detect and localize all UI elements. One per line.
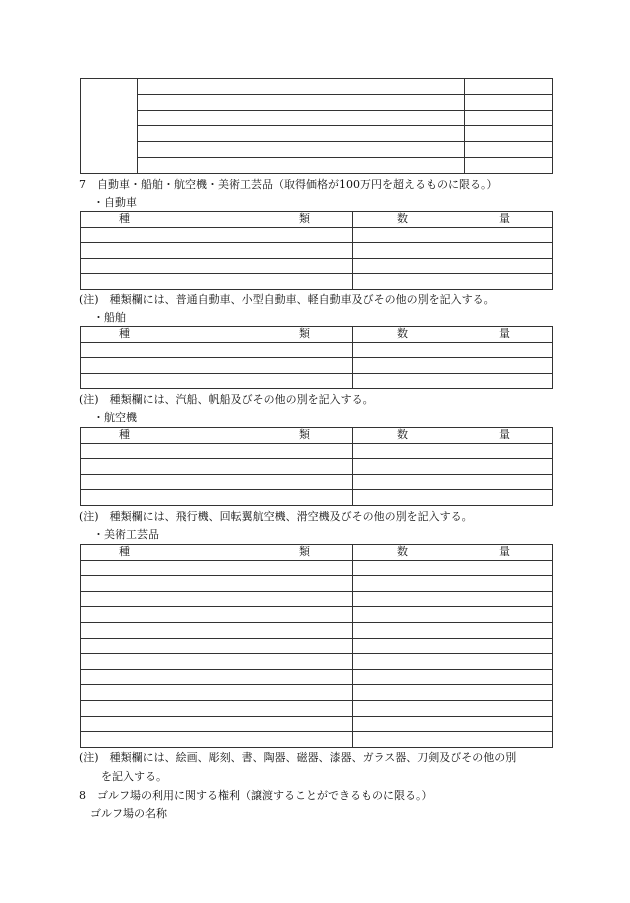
qty-header-left: 数	[397, 545, 408, 559]
table-header-row	[81, 212, 553, 228]
merged-cell	[81, 79, 138, 174]
aircraft-note: (注) 種類欄には、飛行機、回転翼航空機、滑空機及びその他の別を記入する。	[79, 510, 473, 523]
table-row	[81, 591, 553, 607]
section8-heading: 8 ゴルフ場の利用に関する権利（譲渡することができるものに限る。）	[79, 789, 433, 802]
table-row	[81, 459, 553, 475]
continuation-table	[80, 78, 553, 174]
table-row	[81, 358, 553, 374]
cars-table	[80, 211, 553, 290]
table-row	[81, 110, 553, 126]
qty-header-right: 量	[499, 212, 510, 226]
qty-header-left: 数	[397, 428, 408, 442]
table-row	[81, 669, 553, 685]
table-row	[81, 258, 553, 274]
table-row	[81, 443, 553, 459]
ships-table	[80, 326, 553, 389]
table-row	[81, 638, 553, 654]
table-row	[81, 622, 553, 638]
table-row	[81, 685, 553, 701]
ships-note: (注) 種類欄には、汽船、帆船及びその他の別を記入する。	[79, 393, 374, 406]
cars-title: ・自動車	[93, 196, 137, 209]
table-row	[81, 373, 553, 389]
section7-heading: 7 自動車・船舶・航空機・美術工芸品（取得価格が100万円を超えるものに限る。）	[79, 178, 498, 191]
table-row	[81, 607, 553, 623]
table-row	[81, 158, 553, 174]
kind-header-right: 類	[299, 212, 310, 226]
golf-course-name-label: ゴルフ場の名称	[90, 807, 167, 820]
table-row	[81, 227, 553, 243]
table-header-row	[81, 327, 553, 343]
art-note-line2: を記入する。	[101, 770, 167, 783]
aircraft-table	[80, 427, 553, 506]
kind-header-right: 類	[299, 327, 310, 341]
table-header-row	[81, 428, 553, 444]
art-title: ・美術工芸品	[93, 528, 159, 541]
table-row	[81, 274, 553, 290]
table-row	[81, 576, 553, 592]
table-row	[81, 79, 553, 95]
kind-header-right: 類	[299, 545, 310, 559]
qty-header-right: 量	[499, 327, 510, 341]
table-row	[81, 94, 553, 110]
qty-header-left: 数	[397, 327, 408, 341]
qty-header-right: 量	[499, 428, 510, 442]
table-header-row	[81, 545, 553, 561]
table-row	[81, 560, 553, 576]
qty-header-right: 量	[499, 545, 510, 559]
table-row	[81, 700, 553, 716]
ships-title: ・船舶	[93, 311, 126, 324]
table-row	[81, 654, 553, 670]
table-row	[81, 142, 553, 158]
table-row	[81, 342, 553, 358]
table-row	[81, 126, 553, 142]
table-row	[81, 243, 553, 259]
aircraft-title: ・航空機	[93, 411, 137, 424]
table-row	[81, 474, 553, 490]
table-row	[81, 732, 553, 748]
kind-header-left: 種	[119, 212, 130, 226]
qty-header-left: 数	[397, 212, 408, 226]
kind-header-right: 類	[299, 428, 310, 442]
art-note-line1: (注) 種類欄には、絵画、彫刻、書、陶器、磁器、漆器、ガラス器、刀剣及びその他の別	[79, 751, 517, 764]
kind-header-left: 種	[119, 428, 130, 442]
table-row	[81, 716, 553, 732]
kind-header-left: 種	[119, 545, 130, 559]
kind-header-left: 種	[119, 327, 130, 341]
table-row	[81, 490, 553, 506]
cars-note: (注) 種類欄には、普通自動車、小型自動車、軽自動車及びその他の別を記入する。	[79, 293, 495, 306]
art-table	[80, 544, 553, 748]
